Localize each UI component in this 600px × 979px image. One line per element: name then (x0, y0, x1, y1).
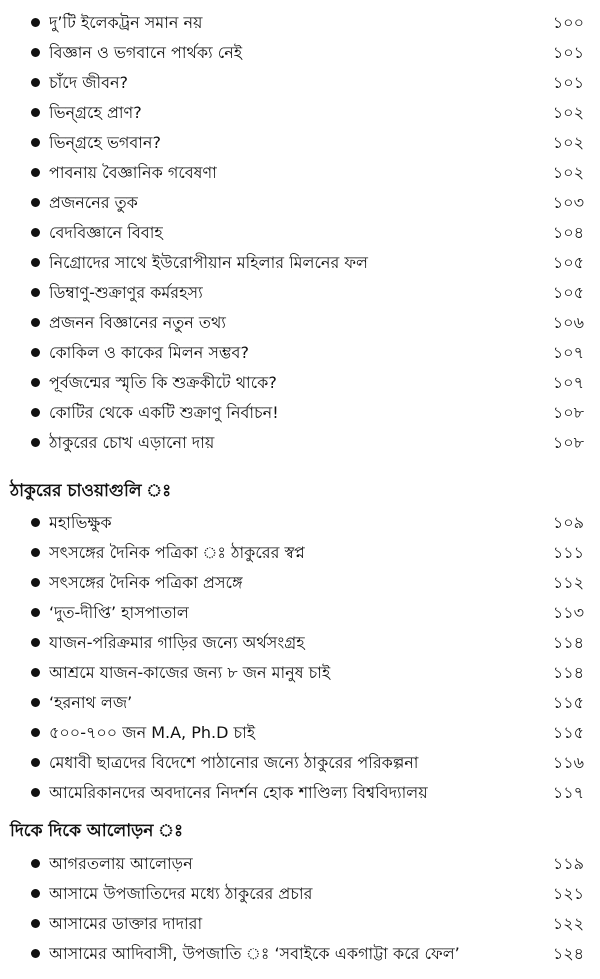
toc-entry (0, 428, 600, 458)
toc-entry-title: মেধাবী ছাত্রদের বিদেশে পাঠানোর জন্যে ঠাকুরের পরিকল্পনা (49, 753, 419, 772)
toc-entry-page: ১০৭ (552, 373, 584, 392)
toc-entry (0, 8, 600, 38)
toc-entry (0, 398, 600, 428)
toc-entry-title: প্রজনন বিজ্ঞানের নতুন তথ্য (49, 313, 226, 332)
toc-entry-title: নিগ্রোদের সাথে ইউরোপীয়ান মহিলার মিলনের ফল (49, 253, 368, 272)
toc-entry (0, 128, 600, 158)
bullet-icon (31, 548, 40, 557)
toc-entry-title: দু’টি ইলেকট্রন সমান নয় (49, 13, 203, 32)
toc-entry (0, 568, 600, 598)
toc-entry-title: ‘হরনাথ লজ’ (49, 693, 133, 712)
toc-entry-title: ঠাকুরের চোখ এড়ানো দায় (49, 433, 215, 452)
toc-entry-page: ১০৬ (552, 313, 584, 332)
toc-entry (0, 38, 600, 68)
bullet-icon (31, 438, 40, 447)
toc-entry-page: ১০৫ (552, 283, 584, 302)
toc-entry-page: ১০২ (552, 103, 584, 122)
toc-entry-page: ১২২ (552, 914, 584, 933)
toc-entry-title: আসামে উপজাতিদের মধ্যে ঠাকুরের প্রচার (49, 884, 313, 903)
bullet-icon (31, 408, 40, 417)
toc-entry-page: ১১৭ (552, 783, 584, 802)
toc-entry-title: ডিম্বাণু-শুক্রাণুর কর্মরহস্য (49, 283, 203, 302)
bullet-icon (31, 348, 40, 357)
toc-entry-page: ১১৬ (552, 753, 584, 772)
bullet-icon (31, 949, 40, 958)
bullet-icon (31, 638, 40, 647)
toc-entry-page: ১০২ (552, 163, 584, 182)
toc-entry-title: সৎসঙ্গের দৈনিক পত্রিকা প্রসঙ্গে (49, 573, 243, 592)
bullet-icon (31, 758, 40, 767)
toc-entry (0, 658, 600, 688)
toc-entry (0, 98, 600, 128)
toc-entry-page: ১০২ (552, 133, 584, 152)
toc-entry-title: বেদবিজ্ঞানে বিবাহ (49, 223, 163, 242)
bullet-icon (31, 198, 40, 207)
bullet-icon (31, 608, 40, 617)
toc-entry-page: ১১৪ (552, 633, 584, 652)
bullet-icon (31, 698, 40, 707)
toc-entry-title: প্রজননের তুক (49, 193, 138, 212)
toc-entry (0, 278, 600, 308)
toc-entry-page: ১১৫ (552, 693, 584, 712)
toc-entry-title: ৫০০-৭০০ জন M.A, Ph.D চাই (49, 723, 256, 742)
toc-entry-page: ১২১ (552, 884, 584, 903)
bullet-icon (31, 859, 40, 868)
toc-entry-page: ১০৮ (552, 433, 584, 452)
toc-entry (0, 748, 600, 778)
toc-entry (0, 368, 600, 398)
toc-entry-title: যাজন-পরিক্রমার গাড়ির জন্যে অর্থসংগ্রহ (49, 633, 305, 652)
toc-entry (0, 188, 600, 218)
toc-entry (0, 508, 600, 538)
toc-entry (0, 538, 600, 568)
bullet-icon (31, 578, 40, 587)
toc-entry-title: আসামের আদিবাসী, উপজাতি ঃ ‘সবাইকে একগাট্টা করে ফেল’ (49, 944, 460, 963)
toc-entry-title: ‘দুত-দীপ্তি’ হাসপাতাল (49, 603, 189, 622)
toc-entry (0, 939, 600, 969)
toc-entry-title: আশ্রমে যাজন-কাজের জন্য ৮ জন মানুষ চাই (49, 663, 331, 682)
section-heading: ঠাকুরের চাওয়াগুলি ঃ (10, 481, 172, 501)
toc-entry-page: ১২৪ (552, 944, 584, 963)
toc-entry-title: পাবনায় বৈজ্ঞানিক গবেষণা (49, 163, 217, 182)
bullet-icon (31, 228, 40, 237)
toc-entry (0, 778, 600, 808)
toc-entry (0, 718, 600, 748)
toc-entry-title: আসামের ডাক্তার দাদারা (49, 914, 203, 933)
toc-entry-title: কোটির থেকে একটি শুক্রাণু নির্বাচন! (49, 403, 279, 422)
toc-entry-title: আগরতলায় আলোড়ন (49, 854, 193, 873)
toc-entry-page: ১০০ (552, 13, 584, 32)
toc-entry (0, 879, 600, 909)
toc-entry-page: ১১৩ (552, 603, 584, 622)
toc-entry (0, 849, 600, 879)
bullet-icon (31, 378, 40, 387)
toc-entry-title: মহাভিক্ষুক (49, 513, 112, 532)
toc-entry-title: পূর্বজন্মের স্মৃতি কি শুক্রকীটে থাকে? (49, 373, 277, 392)
toc-entry-title: ভিন্‌গ্রহে প্রাণ? (49, 103, 142, 122)
toc-entry-page: ১১২ (552, 573, 584, 592)
toc-entry (0, 308, 600, 338)
bullet-icon (31, 889, 40, 898)
bullet-icon (31, 318, 40, 327)
toc-entry (0, 68, 600, 98)
toc-entry-title: কোকিল ও কাকের মিলন সম্ভব? (49, 343, 249, 362)
toc-entry-title: আমেরিকানদের অবদানের নিদর্শন হোক শাণ্ডিল্য বিশ্ববিদ্যালয় (49, 783, 428, 802)
toc-entry-title: চাঁদে জীবন? (49, 73, 129, 92)
toc-entry (0, 628, 600, 658)
bullet-icon (31, 288, 40, 297)
bullet-icon (31, 518, 40, 527)
bullet-icon (31, 258, 40, 267)
bullet-icon (31, 18, 40, 27)
toc-entry-page: ১০৭ (552, 343, 584, 362)
toc-entry-title: ভিন্‌গ্রহে ভগবান? (49, 133, 161, 152)
bullet-icon (31, 168, 40, 177)
toc-entry-page: ১১৪ (552, 663, 584, 682)
bullet-icon (31, 728, 40, 737)
toc-entry-page: ১০১ (552, 73, 584, 92)
toc-entry-page: ১০৮ (552, 403, 584, 422)
toc-entry-page: ১০১ (552, 43, 584, 62)
section-heading: দিকে দিকে আলোড়ন ঃ (10, 821, 184, 841)
toc-entry-title: সৎসঙ্গের দৈনিক পত্রিকা ঃ ঠাকুরের স্বপ্ন (49, 543, 305, 562)
bullet-icon (31, 78, 40, 87)
bullet-icon (31, 138, 40, 147)
toc-entry-page: ১০৩ (552, 193, 584, 212)
toc-entry (0, 338, 600, 368)
toc-entry-page: ১১১ (552, 543, 584, 562)
bullet-icon (31, 108, 40, 117)
toc-entry-title: বিজ্ঞান ও ভগবানে পার্থক্য নেই (49, 43, 243, 62)
bullet-icon (31, 919, 40, 928)
toc-entry (0, 248, 600, 278)
toc-entry-page: ১১৫ (552, 723, 584, 742)
bullet-icon (31, 788, 40, 797)
toc-entry (0, 909, 600, 939)
toc-entry-page: ১১৯ (552, 854, 584, 873)
bullet-icon (31, 48, 40, 57)
toc-entry-page: ১০৫ (552, 253, 584, 272)
bullet-icon (31, 668, 40, 677)
toc-entry-page: ১০৪ (552, 223, 584, 242)
toc-entry (0, 688, 600, 718)
toc-entry (0, 158, 600, 188)
toc-entry (0, 598, 600, 628)
toc-entry-page: ১০৯ (552, 513, 584, 532)
toc-entry (0, 218, 600, 248)
